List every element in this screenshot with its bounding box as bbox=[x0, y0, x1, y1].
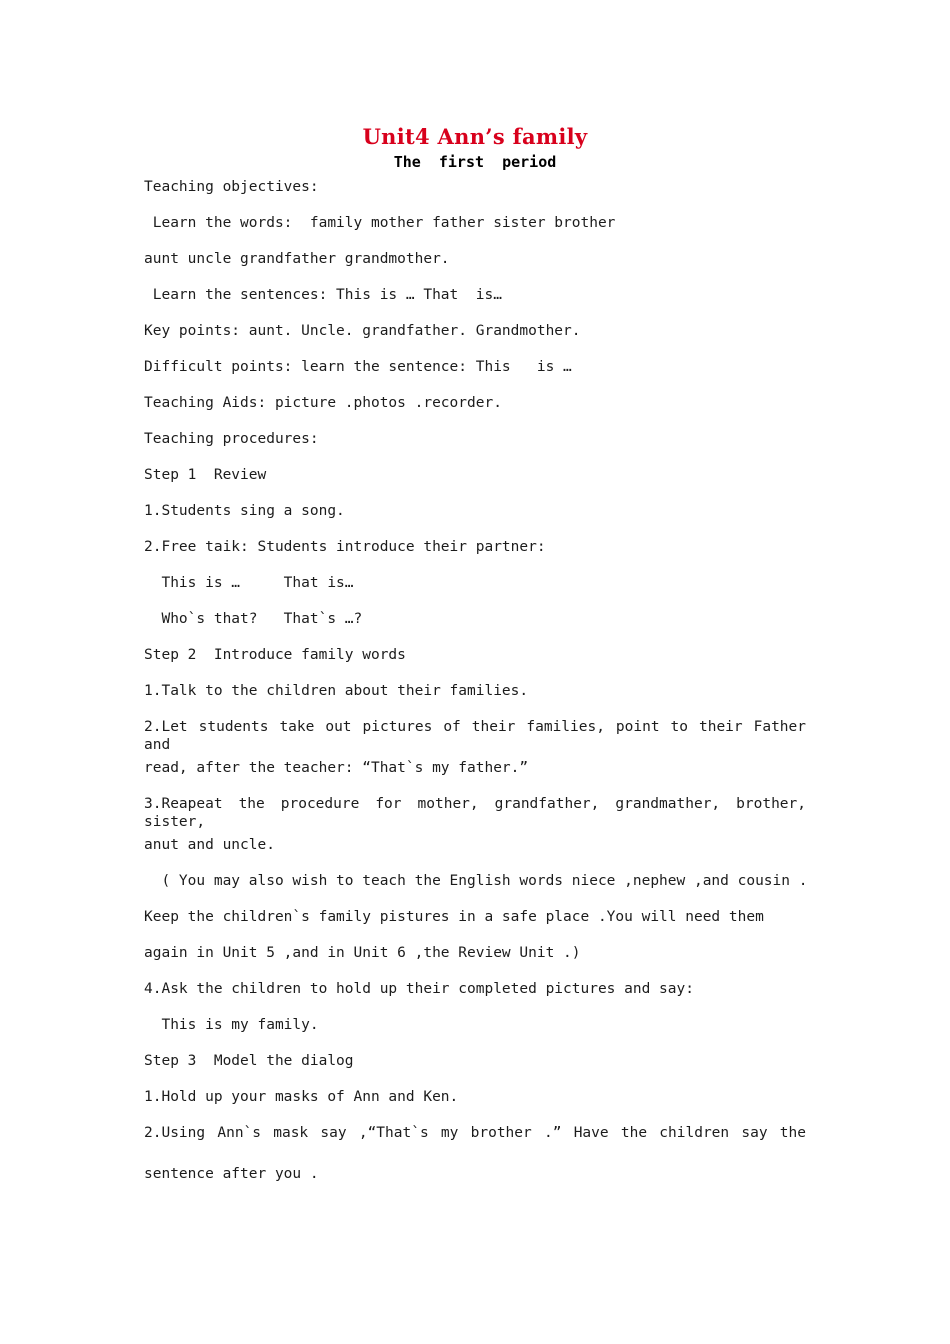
text-line: 1.Talk to the children about their families. bbox=[144, 683, 529, 699]
text-line: 2.Using Ann`s mask say ,“That`s my brother .” Have the children say the bbox=[144, 1125, 806, 1141]
step-heading: Step 2 Introduce family words bbox=[144, 647, 406, 663]
text-line: ( You may also wish to teach the English words niece ,nephew ,and cousin . bbox=[144, 873, 808, 889]
text-line: Who`s that? That`s …? bbox=[144, 611, 363, 627]
page-subtitle: The first period bbox=[393, 153, 557, 171]
text-line: read, after the teacher: “That`s my father.” bbox=[144, 760, 529, 776]
step-heading: Step 1 Review bbox=[144, 467, 267, 483]
text-line: This is … That is… bbox=[144, 575, 354, 591]
text-line: Key points: aunt. Uncle. grandfather. Grandmother. bbox=[144, 323, 581, 339]
text-line: 2.Let students take out pictures of their families, point to their Father and bbox=[144, 719, 806, 753]
text-line: Keep the children`s family pistures in a safe place .You will need them bbox=[144, 909, 764, 925]
text-line: Teaching Aids: picture .photos .recorder. bbox=[144, 395, 502, 411]
text-line: 4.Ask the children to hold up their completed pictures and say: bbox=[144, 981, 694, 997]
text-line: 1.Students sing a song. bbox=[144, 503, 345, 519]
text-line: 1.Hold up your masks of Ann and Ken. bbox=[144, 1089, 459, 1105]
text-line: sentence after you . bbox=[144, 1166, 319, 1182]
text-line: Learn the sentences: This is … That is… bbox=[144, 287, 502, 303]
text-line: 2.Free taik: Students introduce their partner: bbox=[144, 539, 546, 555]
page-title: Unit4 Ann’s family bbox=[362, 124, 588, 149]
text-line: Learn the words: family mother father sister brother bbox=[144, 215, 616, 231]
text-line: This is my family. bbox=[144, 1017, 319, 1033]
text-line: again in Unit 5 ,and in Unit 6 ,the Review Unit .) bbox=[144, 945, 581, 961]
text-line: aunt uncle grandfather grandmother. bbox=[144, 251, 450, 267]
text-line: anut and uncle. bbox=[144, 837, 275, 853]
step-heading: Step 3 Model the dialog bbox=[144, 1053, 354, 1069]
text-line: Teaching objectives: bbox=[144, 179, 319, 195]
text-line: Difficult points: learn the sentence: This is … bbox=[144, 359, 572, 375]
text-line: Teaching procedures: bbox=[144, 431, 319, 447]
text-line: 3.Reapeat the procedure for mother, grandfather, grandmather, brother, sister, bbox=[144, 796, 806, 830]
